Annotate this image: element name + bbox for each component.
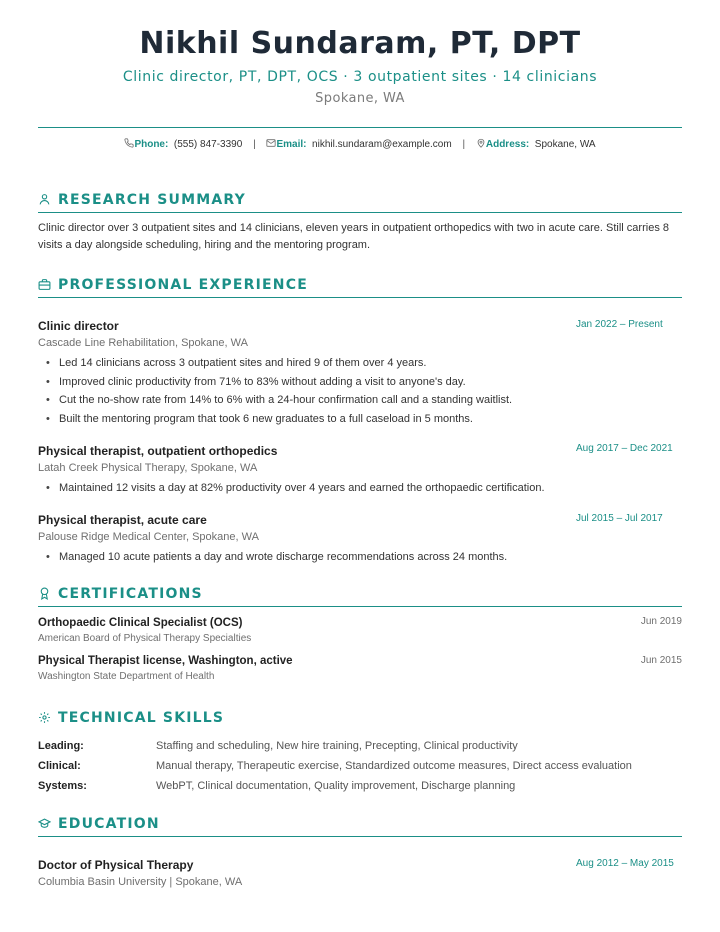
skill-label: Clinical: <box>38 760 81 772</box>
job-org: Latah Creek Physical Therapy, Spokane, WA <box>38 462 258 474</box>
email-label: Email: <box>276 139 307 150</box>
section-title: TECHNICAL SKILLS <box>58 710 225 726</box>
list-item: • Cut the no-show rate from 14% to 6% with a 24-hour confirmation call and a standing waitlist. <box>46 391 682 410</box>
contact-separator: | <box>462 139 466 150</box>
tagline: Clinic director, PT, DPT, OCS · 3 outpatient sites · 14 clinicians <box>122 69 598 85</box>
job-bullets <box>46 354 682 429</box>
email-value[interactable]: nikhil.sundaram@example.com <box>312 139 452 150</box>
job-date: Jul 2015 – Jul 2017 <box>576 513 663 524</box>
skill-value: Manual therapy, Therapeutic exercise, Standardized outcome measures, Direct access evaluation <box>156 760 632 772</box>
cert-name: Physical Therapist license, Washington, active <box>38 655 293 667</box>
cert-name: Orthopaedic Clinical Specialist (OCS) <box>38 617 243 629</box>
section-divider <box>38 606 682 607</box>
contact-separator: | <box>253 139 256 150</box>
gear-icon <box>38 711 51 724</box>
cert-org: American Board of Physical Therapy Specialties <box>38 633 252 644</box>
address-value: Spokane, WA <box>534 139 596 150</box>
section-title: CERTIFICATIONS <box>58 586 203 602</box>
education-date: Aug 2012 – May 2015 <box>576 858 674 869</box>
job-title: Physical therapist, outpatient orthopedics <box>38 444 278 458</box>
candidate-name: Nikhil Sundaram, PT, DPT <box>139 26 581 61</box>
list-item: • Maintained 12 visits a day at 82% productivity over 4 years and earned the orthopaedic certification. <box>46 479 682 498</box>
degree: Doctor of Physical Therapy <box>38 858 194 872</box>
skill-label: Systems: <box>38 780 87 792</box>
contact-bar <box>38 138 682 150</box>
section-title: PROFESSIONAL EXPERIENCE <box>58 277 308 293</box>
job-title: Clinic director <box>38 319 119 333</box>
section-divider <box>38 836 682 837</box>
job-org: Palouse Ridge Medical Center, Spokane, WA <box>38 531 259 543</box>
list-item: • Improved clinic productivity from 71% to 83% without adding a visit to anyone's day. <box>46 373 682 392</box>
briefcase-icon <box>38 278 51 291</box>
skill-value: WebPT, Clinical documentation, Quality improvement, Discharge planning <box>156 780 516 792</box>
section-title: RESEARCH SUMMARY <box>58 192 246 208</box>
header-location: Spokane, WA <box>315 91 405 106</box>
phone-icon <box>124 138 134 148</box>
skill-value: Staffing and scheduling, New hire training, Precepting, Clinical productivity <box>156 740 518 752</box>
skill-label: Leading: <box>38 740 84 752</box>
list-item: • Managed 10 acute patients a day and wrote discharge recommendations across 24 months. <box>46 548 682 567</box>
list-item: • Led 14 clinicians across 3 outpatient sites and hired 9 of them over 4 years. <box>46 354 682 373</box>
header-divider <box>38 127 682 128</box>
job-date: Aug 2017 – Dec 2021 <box>576 443 673 454</box>
award-icon <box>38 587 51 600</box>
phone-label: Phone: <box>134 139 169 150</box>
cert-org: Washington State Department of Health <box>38 671 215 682</box>
job-bullets <box>46 479 682 498</box>
graduation-cap-icon <box>38 817 51 830</box>
job-org: Cascade Line Rehabilitation, Spokane, WA <box>38 337 248 349</box>
person-icon <box>38 193 51 206</box>
section-divider <box>38 212 682 213</box>
section-title: EDUCATION <box>58 816 160 832</box>
address-label: Address: <box>485 139 530 150</box>
section-divider <box>38 297 682 298</box>
cert-date: Jun 2015 <box>640 655 682 666</box>
summary-text: Clinic director over 3 outpatient sites and 14 clinicians, eleven years in outpatient orthopedics with two in acute care. Still carries 8 visits a day alongside scheduling, hiring and the mentoring program. <box>38 222 669 251</box>
phone-value: (555) 847-3390 <box>173 139 243 150</box>
job-date: Jan 2022 – Present <box>576 319 663 330</box>
job-bullets <box>46 548 682 567</box>
email-icon <box>266 138 276 148</box>
school: Columbia Basin University | Spokane, WA <box>38 876 243 888</box>
cert-date: Jun 2019 <box>640 616 682 627</box>
job-title: Physical therapist, acute care <box>38 513 207 527</box>
map-pin-icon <box>476 138 486 148</box>
list-item: • Built the mentoring program that took 6 new graduates to a full caseload in 5 months. <box>46 410 682 429</box>
